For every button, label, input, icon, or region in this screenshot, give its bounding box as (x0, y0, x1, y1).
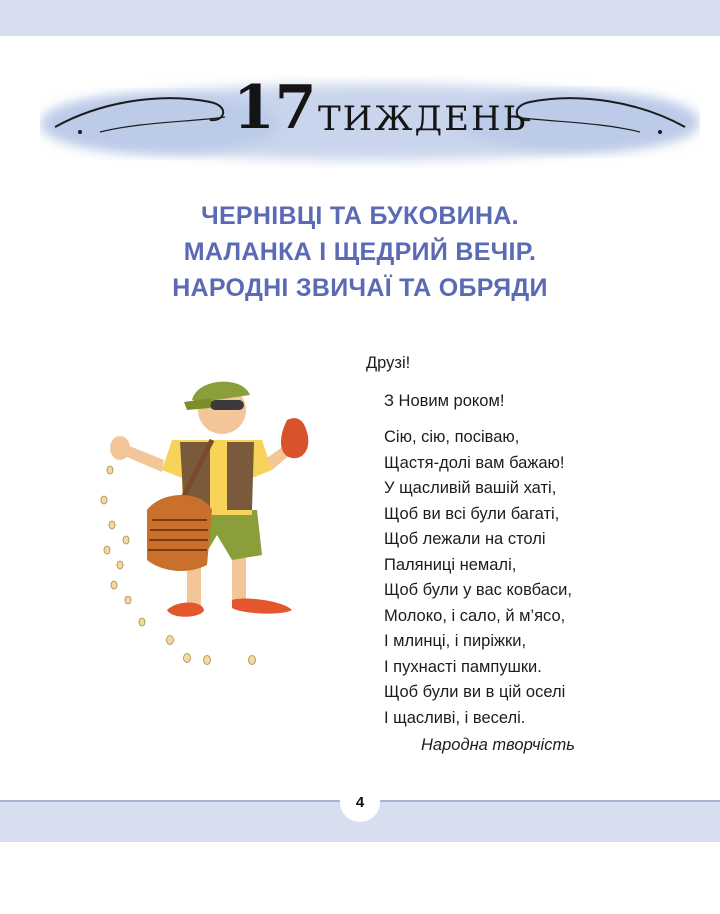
poem-line: Сію, сію, посіваю, (384, 428, 520, 446)
poem-line: Щастя-долі вам бажаю! (384, 453, 565, 472)
week-number: 17 (233, 73, 317, 143)
poem-verse (384, 425, 572, 731)
boy-sowing-illustration-icon (92, 360, 312, 672)
poem-line: Щоб були ви в цій оселі (384, 683, 566, 701)
poem-author: Народна творчість (421, 736, 575, 754)
page-title (0, 198, 720, 306)
poem-line: Молоко, і сало, й м’ясо, (384, 606, 566, 625)
poem-line: Паляниці немалі, (384, 555, 517, 574)
poem-line: Щоб ви всі були багаті, (384, 504, 560, 523)
poem-line: І млинці, і пиріжки, (384, 632, 527, 650)
title-line: ЧЕРНІВЦІ ТА БУКОВИНА. (201, 202, 519, 230)
poem-line: Щоб були у вас ковбаси, (384, 581, 572, 599)
page-number: 4 (340, 782, 380, 822)
title-line: МАЛАНКА І ЩЕДРИЙ ВЕЧІР. (183, 238, 537, 266)
poem-line: І пухнасті пампушки. (384, 657, 542, 676)
title-line: НАРОДНІ ЗВИЧАЇ ТА ОБРЯДИ (172, 274, 548, 302)
week-label: ТИЖДЕНЬ (318, 99, 528, 139)
poem-line: Щоб лежали на столі (384, 530, 546, 548)
poem-line: І щасливі, і веселі. (384, 708, 526, 727)
poem-greeting: Друзі! (366, 354, 411, 372)
top-band (0, 0, 720, 36)
poem-new-year: З Новим роком! (384, 392, 505, 410)
poem-line: У щасливій вашій хаті, (384, 479, 557, 497)
